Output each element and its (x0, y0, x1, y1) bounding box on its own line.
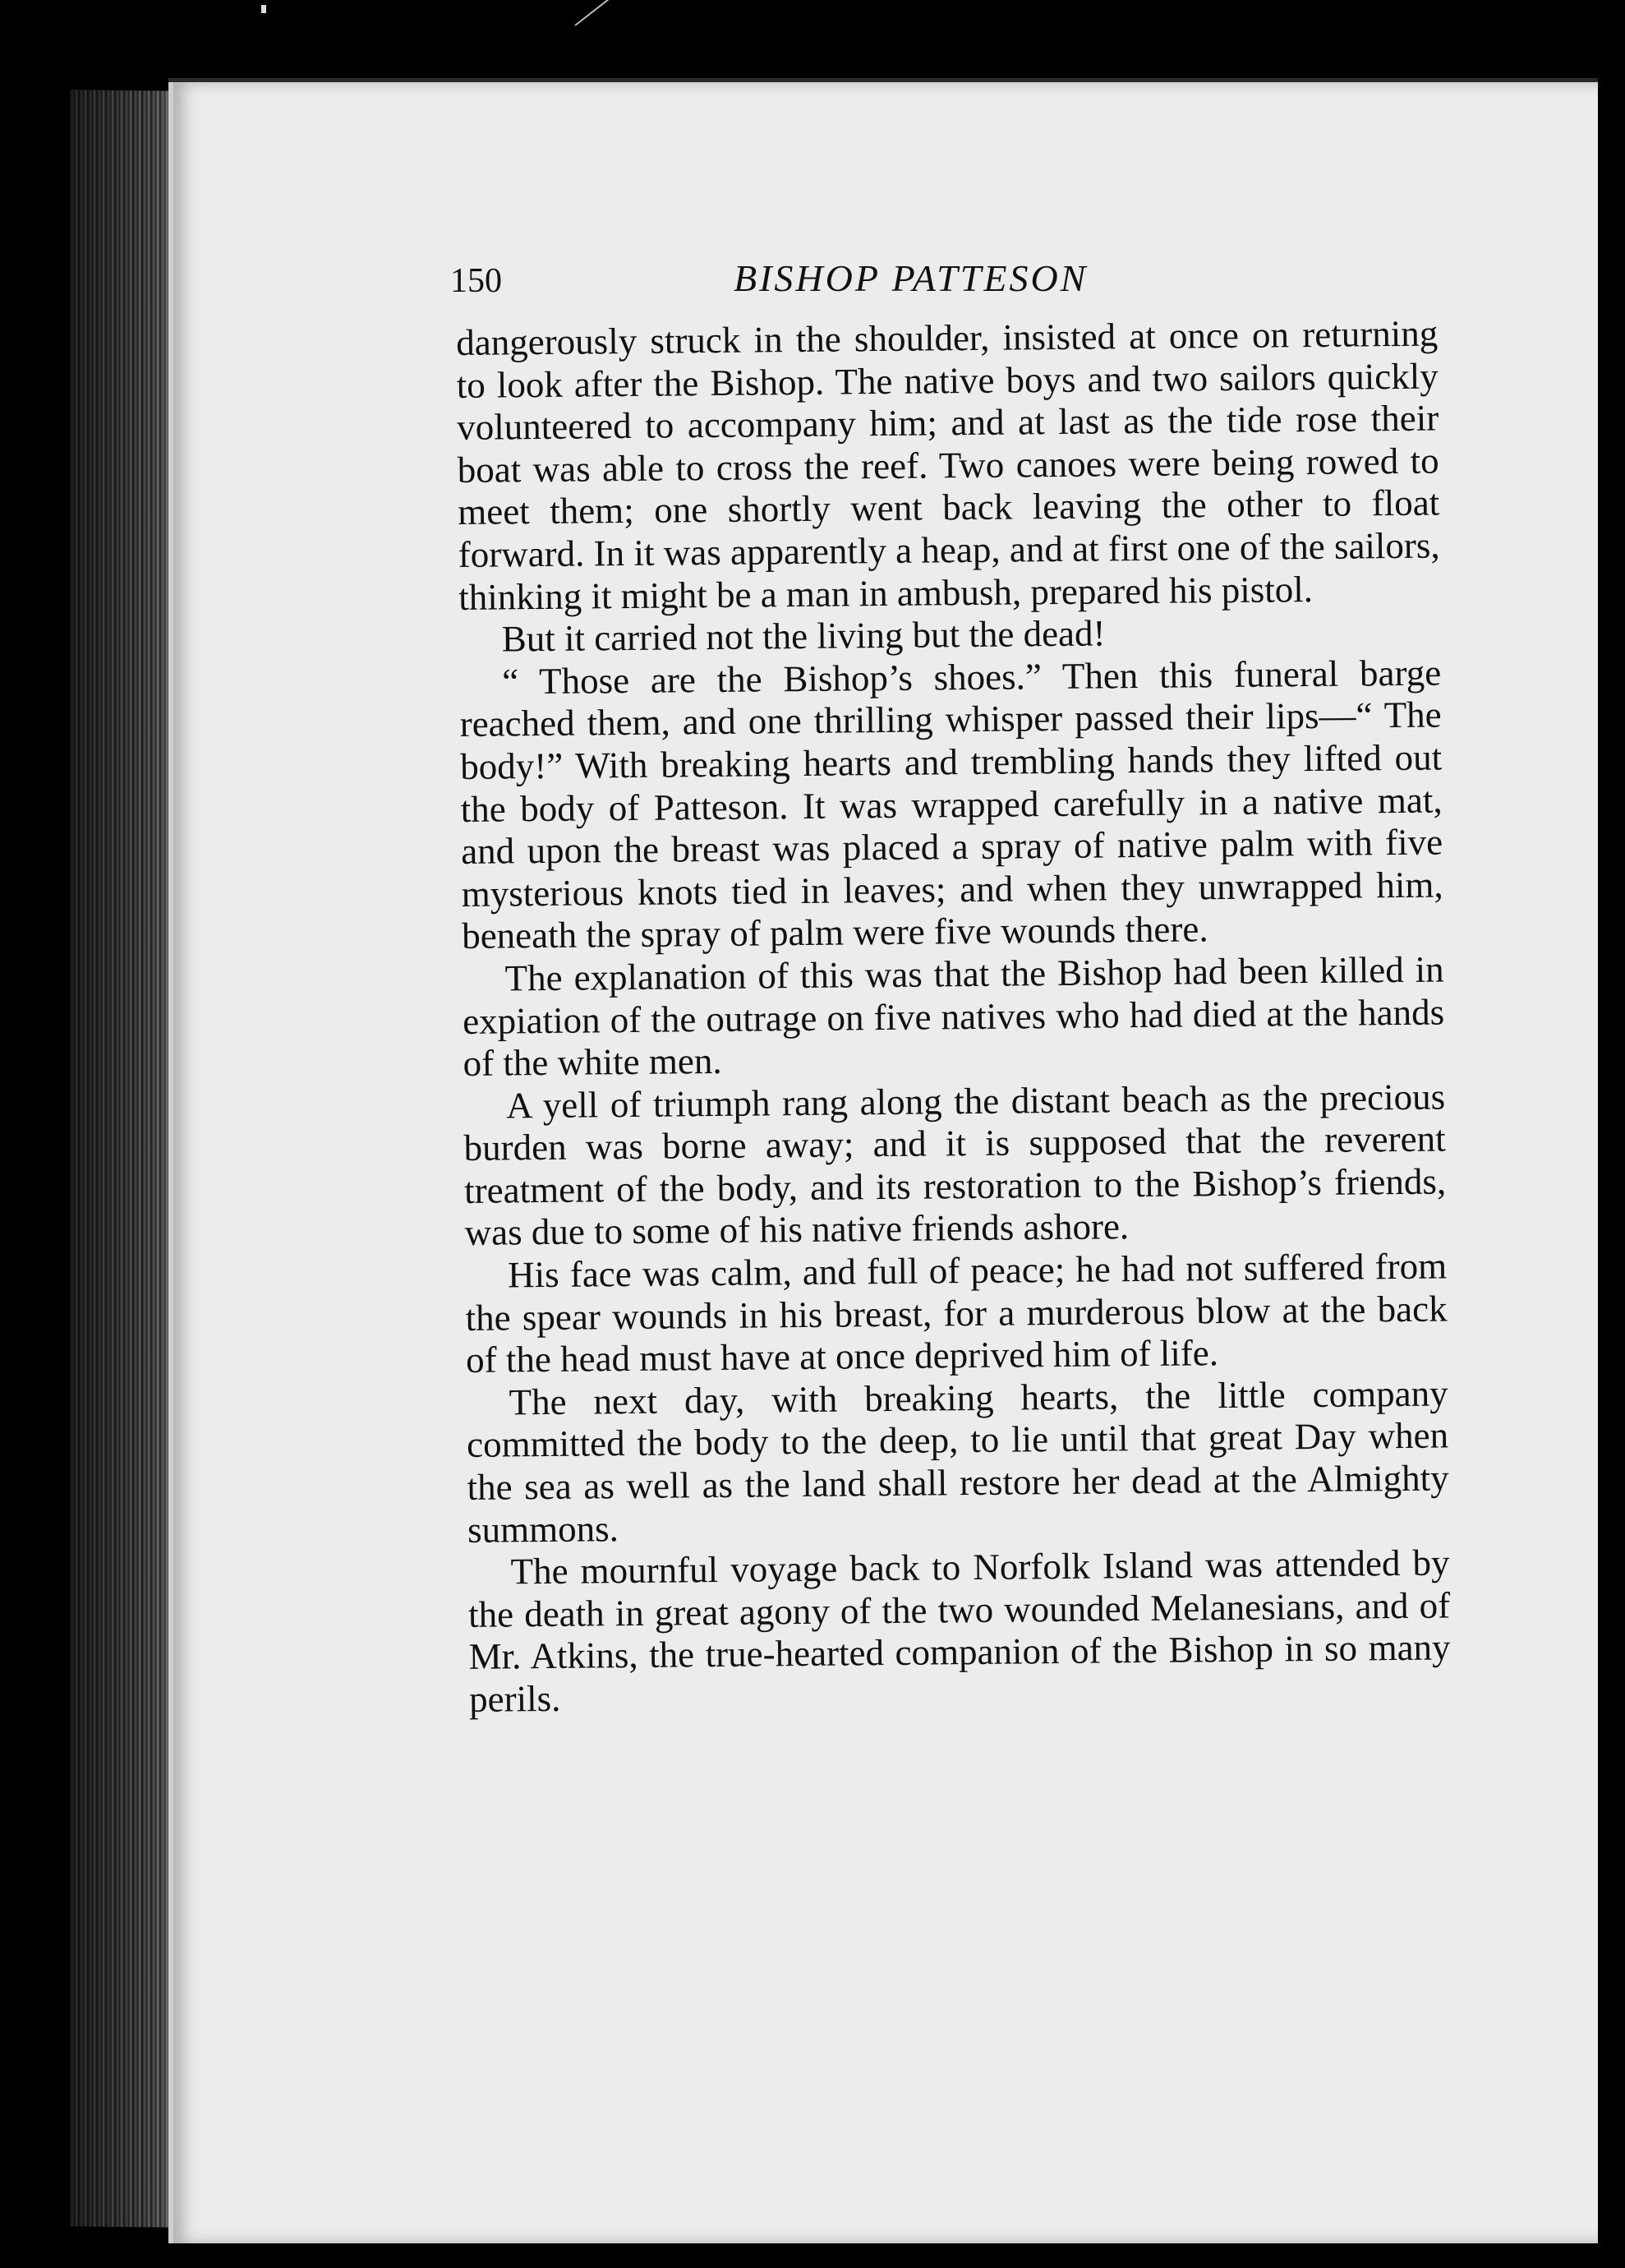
scan-artifact-line (574, 0, 620, 26)
scan-artifact-dot (261, 5, 266, 13)
paragraph-1: dangerously struck in the shoulder, insisted at once on returning to look after the Bishop. The native boys and two sailors quickly volunteered to accompany him; and at last as the tide rose their boat was able to cross the reef. Two canoes were being rowed to meet them; one shortly went back leaving the other to float forward. In it was apparently a heap, and at first one of the sailors, thinking it might be a man in ambush, prepared his pistol. (456, 312, 1440, 618)
page-header (450, 256, 1420, 306)
paragraph-7: The next day, with breaking hearts, the little company committed the body to the deep, to lie until that great Day when the sea as well as the land shall restore her dead at the Almighty summons. (466, 1372, 1449, 1551)
body-text (456, 313, 1451, 1722)
paragraph-5: A yell of triumph rang along the distant beach as the precious burden was borne away; and it is supposed that the reverent treatment of the body, and its restoration to the Bishop’s friends, was due to some of his native friends ashore. (463, 1076, 1447, 1254)
paragraph-6: His face was calm, and full of peace; he had not suffered from the spear wounds in his breast, for a murderous blow at the back of the head must have at once deprived him of life. (465, 1245, 1448, 1381)
paragraph-8: The mournful voyage back to Norfolk Island was attended by the death in great agony of the two wounded Melanesians, and of Mr. Atkins, the true-hearted companion of the Bishop in so many perils. (467, 1542, 1451, 1720)
paragraph-2: But it carried not the living but the dead! (501, 612, 1106, 660)
running-head: BISHOP PATTESON (734, 257, 1089, 299)
book-page-stack-edge (70, 90, 181, 2227)
page-number: 150 (450, 262, 502, 300)
page-right-edge (1598, 66, 1625, 2268)
paragraph-3: “ Those are the Bishop’s shoes.” Then this funeral barge reached them, and one thrilling whisper passed their lips—“ The body!” With breaking hearts and trembling hands they lifted out the body of Patteson. It was wrapped carefully in a native mat, and upon the breast was placed a spray of native palm with five mysterious knots tied in leaves; and when they unwrapped him, beneath the spray of palm were five wounds there. (459, 652, 1443, 957)
paragraph-4: The explanation of this was that the Bishop had been killed in expiation of the outrage on five natives who had died at the hands of the white men. (462, 948, 1445, 1085)
